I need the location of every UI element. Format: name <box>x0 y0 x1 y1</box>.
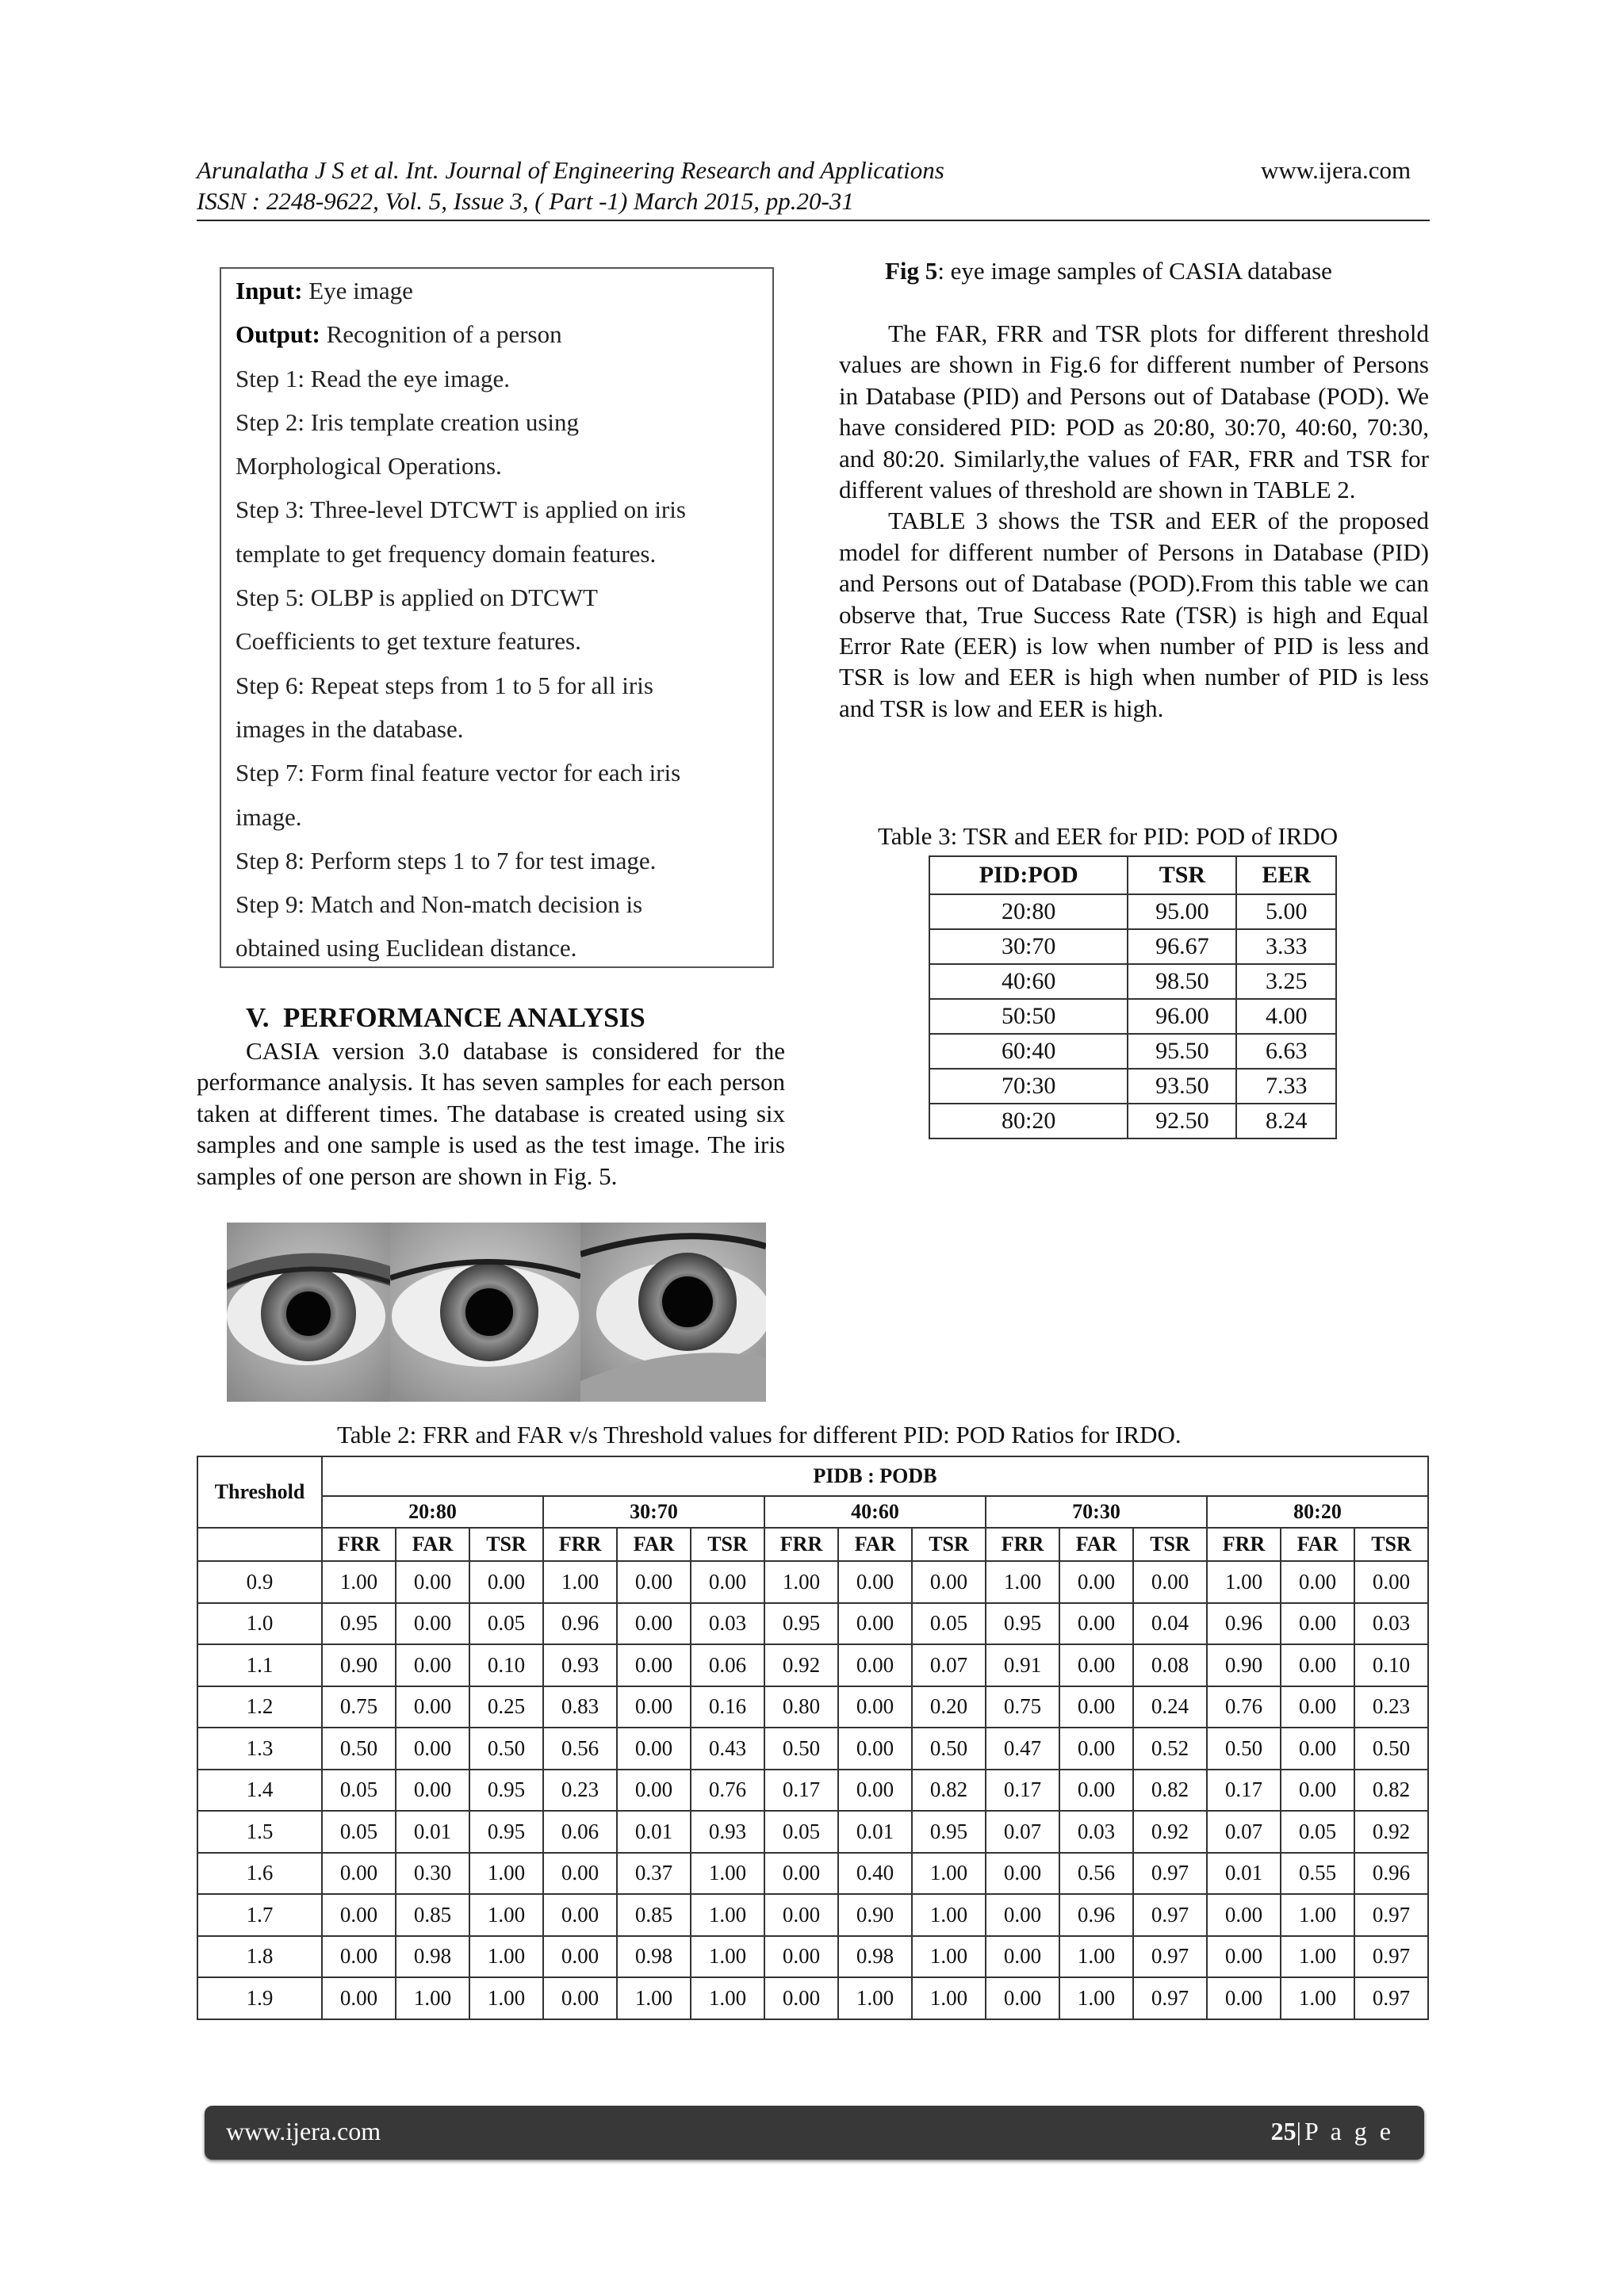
table2-cell: 0.00 <box>1059 1644 1133 1686</box>
table3-cell: 4.00 <box>1236 999 1336 1034</box>
metric-header: TSR <box>691 1528 764 1561</box>
table2-cell: 0.83 <box>543 1686 617 1728</box>
table2-cell: 1.00 <box>1281 1894 1354 1936</box>
table2-cell: 0.50 <box>1207 1728 1281 1770</box>
table2-cell: 0.00 <box>396 1686 469 1728</box>
table3-row <box>929 1104 1336 1138</box>
table2-cell: 0.00 <box>396 1728 469 1770</box>
table3-row <box>929 999 1336 1034</box>
threshold-cell: 1.4 <box>197 1770 322 1812</box>
table2-cell: 0.01 <box>396 1811 469 1853</box>
table3-cell: 95.00 <box>1128 894 1236 929</box>
table2-cell: 1.00 <box>1281 1936 1354 1978</box>
table2-cell: 1.00 <box>1207 1561 1281 1603</box>
threshold-header: Threshold <box>197 1456 322 1528</box>
table3-cell: 96.00 <box>1128 999 1236 1034</box>
table2-cell: 0.00 <box>1281 1686 1354 1728</box>
table2-cell: 0.00 <box>912 1561 986 1603</box>
table2-cell: 0.00 <box>322 1936 396 1978</box>
table2-caption: Table 2: FRR and FAR v/s Threshold values for different PID: POD Ratios for IRDO. <box>337 1421 1182 1448</box>
table2-cell: 1.00 <box>469 1853 543 1895</box>
table2-cell: 0.00 <box>764 1894 838 1936</box>
table3-cell: 30:70 <box>929 929 1128 964</box>
table2-cell: 0.75 <box>322 1686 396 1728</box>
threshold-spacer <box>197 1528 322 1561</box>
table2-cell: 1.00 <box>691 1936 764 1978</box>
table2-cell: 0.50 <box>1354 1728 1428 1770</box>
table2-cell: 0.05 <box>469 1603 543 1645</box>
table2-cell: 0.00 <box>1354 1561 1428 1603</box>
footer-site: www.ijera.com <box>226 2117 381 2145</box>
table2-cell: 1.00 <box>912 1853 986 1895</box>
table2-cell: 0.76 <box>1207 1686 1281 1728</box>
table3-cell: 3.25 <box>1236 964 1336 999</box>
table2-cell: 0.85 <box>617 1894 691 1936</box>
table2-cell: 0.05 <box>322 1811 396 1853</box>
table2-cell: 0.00 <box>838 1561 912 1603</box>
results-paragraph: The FAR, FRR and TSR plots for different threshold values are shown in Fig.6 for different number of Persons in Database (PID) and Persons out of Database (POD). We have considered PID: POD as 20:80, 30:70, 40:60, 70:30, and 80:20. Similarly,the values of FAR, FRR and TSR for different values of threshold are shown in TABLE 2. TABLE 3 shows the TSR and EER of the proposed model for different number of Persons in Database (PID) and Persons out of Database (POD).From this table we can observe that, True Success Rate (TSR) is high and Equal Error Rate (EER) is low when number of PID is less and TSR is low and EER is high when number of PID is less and TSR is low and EER is high. <box>839 320 1429 722</box>
metric-header: FAR <box>1281 1528 1354 1561</box>
table3-row <box>929 1034 1336 1069</box>
metric-header: FAR <box>396 1528 469 1561</box>
table2-cell: 0.96 <box>1354 1853 1428 1895</box>
table2-cell: 0.92 <box>1354 1811 1428 1853</box>
table2 <box>197 1456 1429 2020</box>
table2-cell: 0.00 <box>617 1770 691 1812</box>
table2-cell: 0.17 <box>986 1770 1059 1812</box>
table3-cell: 3.33 <box>1236 929 1336 964</box>
table2-cell: 0.97 <box>1133 1894 1207 1936</box>
table2-row <box>197 1603 1428 1645</box>
table2-cell: 1.00 <box>912 1894 986 1936</box>
table3-cell: 70:30 <box>929 1069 1128 1104</box>
table3-cell: 93.50 <box>1128 1069 1236 1104</box>
table2-cell: 1.00 <box>469 1936 543 1978</box>
issn-line: ISSN : 2248-9622, Vol. 5, Issue 3, ( Part -1) March 2015, pp.20-31 <box>197 187 854 215</box>
algo-output: Output: Recognition of a person <box>236 320 562 349</box>
table2-cell: 0.03 <box>691 1603 764 1645</box>
table2-cell: 0.95 <box>764 1603 838 1645</box>
table2-cell: 0.00 <box>617 1603 691 1645</box>
table3-header: EER <box>1236 856 1336 894</box>
threshold-cell: 0.9 <box>197 1561 322 1603</box>
table2-cell: 0.24 <box>1133 1686 1207 1728</box>
table2-cell: 0.52 <box>1133 1728 1207 1770</box>
table2-cell: 0.10 <box>1354 1644 1428 1686</box>
threshold-cell: 1.6 <box>197 1853 322 1895</box>
threshold-cell: 1.1 <box>197 1644 322 1686</box>
table2-cell: 0.00 <box>1207 1936 1281 1978</box>
table2-cell: 0.47 <box>986 1728 1059 1770</box>
table2-cell: 0.95 <box>469 1770 543 1812</box>
table2-cell: 0.90 <box>838 1894 912 1936</box>
table2-cell: 0.00 <box>322 1977 396 2019</box>
table2-row <box>197 1853 1428 1895</box>
table2-cell: 0.97 <box>1133 1936 1207 1978</box>
table2-row <box>197 1728 1428 1770</box>
table2-cell: 0.05 <box>1281 1811 1354 1853</box>
table3-cell: 96.67 <box>1128 929 1236 964</box>
table3-cell: 60:40 <box>929 1034 1128 1069</box>
table2-cell: 0.01 <box>617 1811 691 1853</box>
group-header: PIDB : PODB <box>322 1456 1428 1496</box>
table2-cell: 0.98 <box>617 1936 691 1978</box>
table3-row <box>929 894 1336 929</box>
table3-caption: Table 3: TSR and EER for PID: POD of IRDO <box>878 822 1339 850</box>
table3-cell: 50:50 <box>929 999 1128 1034</box>
algo-line: obtained using Euclidean distance. <box>236 934 577 962</box>
table2-cell: 0.04 <box>1133 1603 1207 1645</box>
algo-line: Morphological Operations. <box>236 452 502 480</box>
algo-input: Input: Eye image <box>236 277 413 304</box>
table2-cell: 0.96 <box>1059 1894 1133 1936</box>
header-site: www.ijera.com <box>1261 156 1411 184</box>
metric-header: FRR <box>543 1528 617 1561</box>
table2-cell: 0.00 <box>1281 1770 1354 1812</box>
table2-cell: 0.00 <box>764 1977 838 2019</box>
table2-cell: 0.00 <box>1059 1686 1133 1728</box>
table3-row <box>929 1069 1336 1104</box>
threshold-cell: 1.8 <box>197 1936 322 1978</box>
page-footer <box>205 2106 1424 2160</box>
table2-cell: 0.56 <box>1059 1853 1133 1895</box>
algo-line: Step 6: Repeat steps from 1 to 5 for all iris <box>236 671 653 699</box>
table2-cell: 0.97 <box>1354 1977 1428 2019</box>
table2-row <box>197 1770 1428 1812</box>
table2-cell: 0.43 <box>691 1728 764 1770</box>
table2-cell: 0.50 <box>764 1728 838 1770</box>
table2-cell: 0.92 <box>1133 1811 1207 1853</box>
table2-cell: 0.00 <box>543 1853 617 1895</box>
table2-cell: 0.07 <box>1207 1811 1281 1853</box>
table2-cell: 0.82 <box>1354 1770 1428 1812</box>
table2-cell: 0.50 <box>322 1728 396 1770</box>
table2-cell: 0.00 <box>617 1644 691 1686</box>
algo-line: Step 7: Form final feature vector for each iris <box>236 759 681 787</box>
table2-cell: 0.30 <box>396 1853 469 1895</box>
table2-row <box>197 1894 1428 1936</box>
table2-cell: 0.75 <box>986 1686 1059 1728</box>
table2-cell: 0.50 <box>912 1728 986 1770</box>
journal-title: Arunalatha J S et al. Int. Journal of Engineering Research and Applications <box>197 156 944 184</box>
table2-cell: 0.37 <box>617 1853 691 1895</box>
threshold-cell: 1.9 <box>197 1977 322 2019</box>
table2-cell: 1.00 <box>691 1894 764 1936</box>
table2-cell: 0.00 <box>1059 1561 1133 1603</box>
table2-cell: 0.06 <box>691 1644 764 1686</box>
table2-cell: 0.00 <box>1207 1894 1281 1936</box>
table2-cell: 0.00 <box>1281 1728 1354 1770</box>
algo-line: Step 2: Iris template creation using <box>236 408 580 436</box>
table2-cell: 0.00 <box>396 1603 469 1645</box>
algo-line: Step 3: Three-level DTCWT is applied on iris <box>236 496 686 524</box>
table2-cell: 0.00 <box>838 1644 912 1686</box>
table2-cell: 0.00 <box>838 1686 912 1728</box>
table2-cell: 0.00 <box>617 1561 691 1603</box>
table2-row <box>197 1686 1428 1728</box>
table2-cell: 0.23 <box>1354 1686 1428 1728</box>
metric-header: TSR <box>469 1528 543 1561</box>
table2-cell: 0.95 <box>322 1603 396 1645</box>
table2-cell: 0.90 <box>1207 1644 1281 1686</box>
table3 <box>929 855 1337 1139</box>
table2-cell: 0.00 <box>986 1894 1059 1936</box>
table2-cell: 0.00 <box>1281 1603 1354 1645</box>
header-rule <box>197 220 1430 221</box>
table2-cell: 0.00 <box>322 1894 396 1936</box>
table2-cell: 0.92 <box>764 1644 838 1686</box>
fig5-caption: Fig 5: eye image samples of CASIA database <box>885 257 1332 285</box>
metric-header: FRR <box>986 1528 1059 1561</box>
table3-cell: 92.50 <box>1128 1104 1236 1138</box>
table2-cell: 0.95 <box>469 1811 543 1853</box>
threshold-cell: 1.5 <box>197 1811 322 1853</box>
algo-line: template to get frequency domain features. <box>236 539 657 568</box>
table2-cell: 0.93 <box>691 1811 764 1853</box>
table2-cell: 0.95 <box>912 1811 986 1853</box>
table2-cell: 1.00 <box>912 1977 986 2019</box>
table3-row <box>929 929 1336 964</box>
table2-cell: 1.00 <box>322 1561 396 1603</box>
table3-header: PID:POD <box>929 856 1128 894</box>
table2-cell: 1.00 <box>764 1561 838 1603</box>
table2-cell: 1.00 <box>469 1894 543 1936</box>
ratio-header: 70:30 <box>986 1496 1207 1528</box>
metric-header: TSR <box>1354 1528 1428 1561</box>
table2-cell: 1.00 <box>691 1977 764 2019</box>
table2-cell: 0.05 <box>322 1770 396 1812</box>
footer-page: 25|P a g e <box>1270 2117 1394 2145</box>
table2-cell: 0.00 <box>617 1686 691 1728</box>
table2-cell: 0.01 <box>838 1811 912 1853</box>
table2-row <box>197 1811 1428 1853</box>
metric-header: FAR <box>838 1528 912 1561</box>
table2-cell: 0.25 <box>469 1686 543 1728</box>
table2-cell: 0.00 <box>1207 1977 1281 2019</box>
threshold-cell: 1.2 <box>197 1686 322 1728</box>
table2-cell: 0.07 <box>912 1644 986 1686</box>
table2-cell: 0.50 <box>469 1728 543 1770</box>
table2-cell: 0.82 <box>912 1770 986 1812</box>
table3-cell: 98.50 <box>1128 964 1236 999</box>
section-heading: V. PERFORMANCE ANALYSIS <box>246 1002 645 1033</box>
algo-line: Coefficients to get texture features. <box>236 627 581 656</box>
table2-cell: 0.10 <box>469 1644 543 1686</box>
table2-cell: 0.00 <box>543 1936 617 1978</box>
threshold-cell: 1.0 <box>197 1603 322 1645</box>
table2-cell: 0.82 <box>1133 1770 1207 1812</box>
table3-cell: 40:60 <box>929 964 1128 999</box>
table2-cell: 0.80 <box>764 1686 838 1728</box>
metric-header: FAR <box>617 1528 691 1561</box>
table2-cell: 0.00 <box>838 1728 912 1770</box>
table2-cell: 0.06 <box>543 1811 617 1853</box>
table2-cell: 1.00 <box>1281 1977 1354 2019</box>
algo-line: Step 9: Match and Non-match decision is <box>236 890 643 919</box>
table2-cell: 0.98 <box>396 1936 469 1978</box>
table2-cell: 0.95 <box>986 1603 1059 1645</box>
table2-cell: 0.07 <box>986 1811 1059 1853</box>
table2-cell: 0.90 <box>322 1644 396 1686</box>
table2-row <box>197 1977 1428 2019</box>
table2-cell: 0.91 <box>986 1644 1059 1686</box>
table2-cell: 0.00 <box>764 1853 838 1895</box>
table2-cell: 0.05 <box>912 1603 986 1645</box>
table2-cell: 1.00 <box>1059 1936 1133 1978</box>
table2-cell: 0.00 <box>986 1936 1059 1978</box>
table2-cell: 0.00 <box>1133 1561 1207 1603</box>
table2-cell: 0.16 <box>691 1686 764 1728</box>
table3-cell: 8.24 <box>1236 1104 1336 1138</box>
table2-cell: 0.23 <box>543 1770 617 1812</box>
table2-cell: 0.20 <box>912 1686 986 1728</box>
table2-cell: 1.00 <box>912 1936 986 1978</box>
table2-cell: 0.00 <box>764 1936 838 1978</box>
table3-cell: 20:80 <box>929 894 1128 929</box>
eye-image-3 <box>580 1223 766 1402</box>
table3-cell: 5.00 <box>1236 894 1336 929</box>
eye-image-1 <box>227 1223 390 1402</box>
ratio-header: 30:70 <box>543 1496 764 1528</box>
metric-header: FRR <box>1207 1528 1281 1561</box>
ratio-header: 40:60 <box>764 1496 986 1528</box>
table3-header: TSR <box>1128 856 1236 894</box>
table3-cell: 6.63 <box>1236 1034 1336 1069</box>
table2-cell: 0.00 <box>396 1561 469 1603</box>
table2-cell: 0.98 <box>838 1936 912 1978</box>
table2-cell: 0.00 <box>838 1770 912 1812</box>
table2-cell: 0.76 <box>691 1770 764 1812</box>
algo-line: Step 1: Read the eye image. <box>236 364 511 392</box>
table2-cell: 0.00 <box>322 1853 396 1895</box>
table2-cell: 0.00 <box>1281 1644 1354 1686</box>
table3-row <box>929 964 1336 999</box>
table2-cell: 1.00 <box>1059 1977 1133 2019</box>
table2-cell: 0.17 <box>1207 1770 1281 1812</box>
table2-cell: 0.56 <box>543 1728 617 1770</box>
table2-cell: 0.40 <box>838 1853 912 1895</box>
table2-cell: 1.00 <box>691 1853 764 1895</box>
table2-row <box>197 1644 1428 1686</box>
table2-cell: 0.00 <box>986 1977 1059 2019</box>
table2-cell: 0.85 <box>396 1894 469 1936</box>
table2-cell: 1.00 <box>543 1561 617 1603</box>
table2-cell: 0.96 <box>543 1603 617 1645</box>
table2-row <box>197 1561 1428 1603</box>
algo-line: image. <box>236 802 302 831</box>
ratio-header: 20:80 <box>322 1496 543 1528</box>
metric-header: FAR <box>1059 1528 1133 1561</box>
table2-cell: 0.00 <box>1281 1561 1354 1603</box>
metric-header: TSR <box>912 1528 986 1561</box>
table3-cell: 7.33 <box>1236 1069 1336 1104</box>
algo-line: Step 8: Perform steps 1 to 7 for test image. <box>236 846 657 874</box>
algo-line: images in the database. <box>236 714 464 743</box>
table2-cell: 0.00 <box>1059 1728 1133 1770</box>
table2-cell: 0.00 <box>396 1644 469 1686</box>
table2-row <box>197 1936 1428 1978</box>
threshold-cell: 1.3 <box>197 1728 322 1770</box>
table2-cell: 0.00 <box>838 1603 912 1645</box>
fig5-eye-images <box>227 1223 766 1402</box>
table2-cell: 0.00 <box>543 1977 617 2019</box>
eye-image-2 <box>390 1223 580 1402</box>
threshold-cell: 1.7 <box>197 1894 322 1936</box>
algo-line: Step 5: OLBP is applied on DTCWT <box>236 584 598 612</box>
table2-cell: 0.97 <box>1133 1853 1207 1895</box>
table2-cell: 0.97 <box>1354 1894 1428 1936</box>
table3-cell: 95.50 <box>1128 1034 1236 1069</box>
table2-cell: 0.08 <box>1133 1644 1207 1686</box>
table2-cell: 0.17 <box>764 1770 838 1812</box>
table2-cell: 0.03 <box>1059 1811 1133 1853</box>
table2-cell: 1.00 <box>469 1977 543 2019</box>
table2-cell: 0.00 <box>691 1561 764 1603</box>
performance-paragraph: CASIA version 3.0 database is considered for the performance analysis. It has seven samples for each person taken at different times. The database is created using six samples and one sample is used as the test image. The iris samples of one person are shown in Fig. 5. <box>197 1037 785 1190</box>
table2-cell: 0.00 <box>986 1853 1059 1895</box>
metric-header: TSR <box>1133 1528 1207 1561</box>
table2-cell: 0.00 <box>469 1561 543 1603</box>
table2-cell: 0.00 <box>1059 1603 1133 1645</box>
table2-cell: 0.01 <box>1207 1853 1281 1895</box>
table2-cell: 0.00 <box>396 1770 469 1812</box>
table2-cell: 1.00 <box>838 1977 912 2019</box>
metric-header: FRR <box>764 1528 838 1561</box>
table2-cell: 1.00 <box>617 1977 691 2019</box>
metric-header: FRR <box>322 1528 396 1561</box>
table2-cell: 0.05 <box>764 1811 838 1853</box>
table2-cell: 1.00 <box>396 1977 469 2019</box>
table2-cell: 0.96 <box>1207 1603 1281 1645</box>
table3-cell: 80:20 <box>929 1104 1128 1138</box>
table2-cell: 1.00 <box>986 1561 1059 1603</box>
algorithm-box <box>220 267 774 968</box>
table2-cell: 0.03 <box>1354 1603 1428 1645</box>
table2-cell: 0.00 <box>543 1894 617 1936</box>
table2-cell: 0.97 <box>1354 1936 1428 1978</box>
table2-cell: 0.55 <box>1281 1853 1354 1895</box>
table2-cell: 0.00 <box>1059 1770 1133 1812</box>
table2-cell: 0.93 <box>543 1644 617 1686</box>
ratio-header: 80:20 <box>1207 1496 1428 1528</box>
table2-cell: 0.97 <box>1133 1977 1207 2019</box>
table2-cell: 0.00 <box>617 1728 691 1770</box>
